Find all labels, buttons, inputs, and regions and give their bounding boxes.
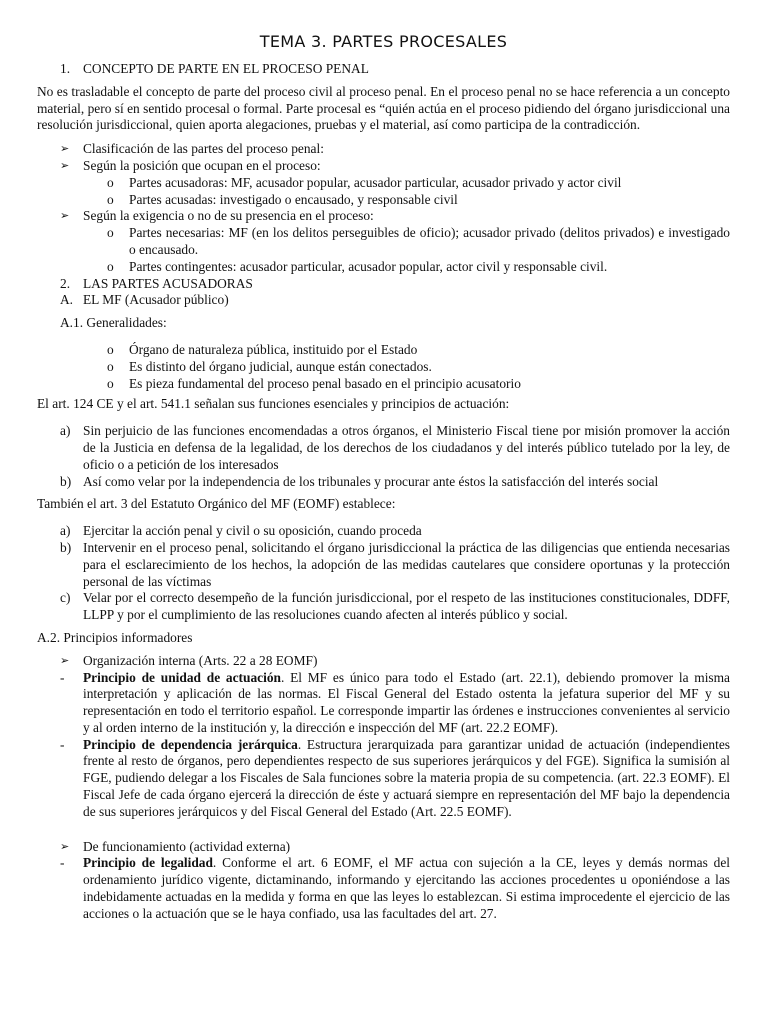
circle-bullet-icon: o (107, 174, 114, 190)
dash-bullet: - (60, 855, 65, 871)
dash-bullet: - (60, 669, 65, 685)
intro-paragraph: No es trasladable el concepto de parte del proceso civil al proceso penal. En el proceso penal no se hace referencia a un concepto material, pero sí en sentido procesal o formal. Parte procesal es “quién actúa en el proceso pidiendo del órgano jurisdiccional una resolución jurisdiccional, quien aporta alegaciones, pruebas y el material, así como participa de la contradicción. (37, 83, 730, 133)
bullet-exigencia: ➢ Según la exigencia o no de su presencia en el proceso: (60, 208, 374, 224)
circle-bullet-icon: o (107, 191, 114, 207)
principio-dependencia: - Principio de dependencia jerárquica. Estructura jerarquizada para garantizar unidad de actuación (independientes frente al resto de órganos, pero dependientes respecto de sus superiores jerárquicos y del FGE). Significa la sumisión al FGE, pudiendo delegar a los Fiscales de Sala funciones sobre la materia propia de su competencia. (art. 22.3 EOMF). El Fiscal Jefe de cada órgano ejercerá la dirección de éste y actuará siempre en representación del MF bajo la dependencia de sus superiores jerárquicos y del Fiscal General del Estado (Art. 22.5 EOMF). (60, 736, 730, 819)
section-2-heading: 2. LAS PARTES ACUSADORAS (60, 275, 253, 291)
bullet-clasificacion: ➢ Clasificación de las partes del proceso penal: (60, 141, 324, 157)
arrow-bullet-icon: ➢ (60, 158, 70, 172)
sub-item: o Partes acusadas: investigado o encausado, y responsable civil (107, 191, 458, 207)
principio-legalidad: - Principio de legalidad. Conforme el art. 6 EOMF, el MF actua con sujeción a la CE, leyes y demás normas del ordenamiento jurídico vigente, dictaminando, informando y ejercitando las acciones procedentes u oponiéndose a las indebidamente actuadas en la medida y forma en que las leyes lo establezcan. Si estima improcedente el ejercicio de las acciones o la actuación que se le haya confiado, usa las facultades del art. 27. (60, 855, 730, 921)
circle-bullet-icon: o (107, 258, 114, 274)
principio-unidad: - Principio de unidad de actuación. El MF es único para todo el Estado (art. 22.1), debiendo promover la misma interpretación y aplicación de las normas. El Fiscal General del Estado ostenta la jefatura superior del MF y su representación en todo el territorio español. Le corresponde impartir las órdenes e instrucciones convenientes al servicio y al orden interno de la institución y, la dirección e inspección del MF (art. 22.2 EOMF). (60, 669, 730, 735)
arrow-bullet-icon: ➢ (60, 142, 70, 156)
eomf-paragraph: También el art. 3 del Estatuto Orgánico del MF (EOMF) establece: (37, 496, 396, 512)
list-item: b) Intervenir en el proceso penal, solicitando el órgano jurisdiccional la práctica de las diligencias que entienda necesarias para el esclarecimiento de los hechos, la adopción de las medidas cautelares que considere oportunas y la protección personal de las víctimas (60, 539, 730, 589)
bullet-posicion: ➢ Según la posición que ocupan en el proceso: (60, 157, 321, 173)
circle-bullet-icon: o (107, 375, 114, 391)
subsection-a1-heading: A.1. Generalidades: (60, 315, 167, 331)
circle-bullet-icon: o (107, 341, 114, 357)
arrow-bullet-icon: ➢ (60, 653, 70, 667)
arrow-bullet-icon: ➢ (60, 839, 70, 853)
principio-legalidad-title: Principio de legalidad (83, 855, 213, 871)
principio-unidad-title: Principio de unidad de actuación (83, 669, 281, 685)
sub-item: o Es pieza fundamental del proceso penal basado en el principio acusatorio (107, 375, 521, 391)
bullet-organizacion: ➢ Organización interna (Arts. 22 a 28 EOMF) (60, 652, 318, 668)
sub-item: o Partes necesarias: MF (en los delitos perseguibles de oficio); acusador privado (delitos privados) e investigado o encausado. (107, 225, 730, 257)
sub-item: o Partes acusadoras: MF, acusador popular, acusador particular, acusador privado y actor civil (107, 174, 622, 190)
list-item: c) Velar por el correcto desempeño de la función jurisdiccional, por el respeto de las instituciones constitucionales, DDFF, LLPP y por el cumplimiento de las resoluciones cuando afecten al interés público y social. (60, 590, 730, 623)
bullet-funcionamiento: ➢ De funcionamiento (actividad externa) (60, 838, 291, 854)
sub-item: o Es distinto del órgano judicial, aunque están conectados. (107, 358, 432, 374)
principio-dependencia-title: Principio de dependencia jerárquica (83, 736, 298, 752)
section-1-heading: 1. CONCEPTO DE PARTE EN EL PROCESO PENAL (60, 61, 369, 76)
subsection-a2-heading: A.2. Principios informadores (37, 629, 193, 645)
circle-bullet-icon: o (107, 225, 114, 241)
sub-item: o Órgano de naturaleza pública, instituido por el Estado (107, 341, 418, 357)
list-item: a) Sin perjuicio de las funciones encomendadas a otros órganos, el Ministerio Fiscal tiene por misión promover la acción de la Justicia en defensa de la legalidad, de los derechos de los ciudadanos y del interés público tutelado por la ley, de oficio o a petición de los interesados (60, 423, 730, 472)
list-item: a) Ejercitar la acción penal y civil o su oposición, cuando proceda (60, 523, 422, 539)
art124-paragraph: El art. 124 CE y el art. 541.1 señalan sus funciones esenciales y principios de actuación: (37, 396, 510, 412)
document-title: TEMA 3. PARTES PROCESALES (259, 32, 508, 51)
circle-bullet-icon: o (107, 358, 114, 374)
dash-bullet: - (60, 736, 65, 752)
sub-item: o Partes contingentes: acusador particular, acusador popular, actor civil y responsable civil. (107, 258, 608, 274)
arrow-bullet-icon: ➢ (60, 209, 70, 223)
list-item: b) Así como velar por la independencia de los tribunales y procurar ante éstos la satisfacción del interés social (60, 473, 659, 489)
section-a-heading: A. EL MF (Acusador público) (60, 292, 229, 308)
